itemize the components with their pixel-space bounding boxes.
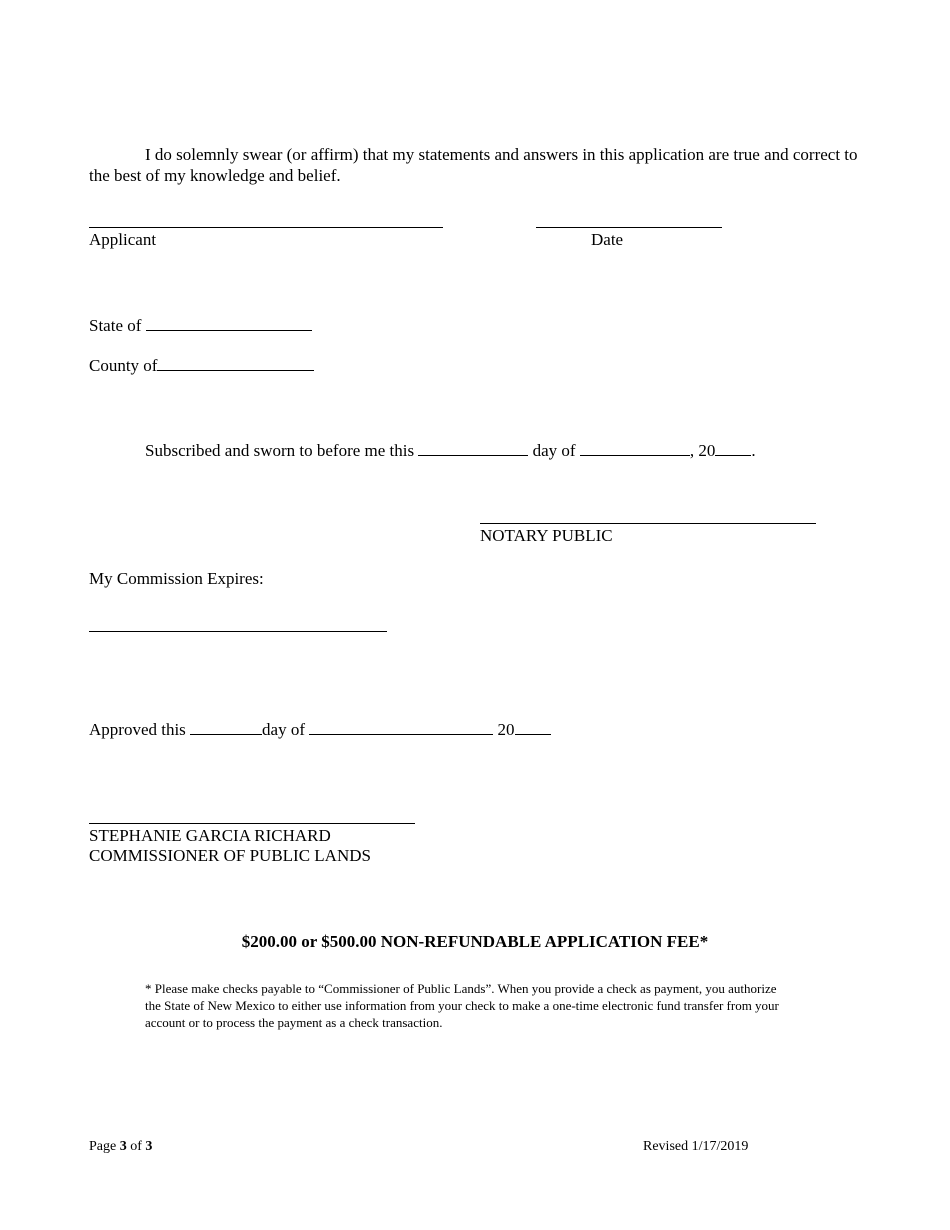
approval-statement bbox=[89, 719, 551, 740]
approval-prefix: Approved this bbox=[89, 720, 186, 739]
applicant-label: Applicant bbox=[89, 230, 157, 249]
sworn-day-of: day of bbox=[532, 441, 576, 460]
date-label: Date bbox=[591, 230, 624, 249]
state-label: State of bbox=[89, 316, 142, 335]
revised-date: Revised 1/17/2019 bbox=[643, 1139, 749, 1154]
fee-heading: $200.00 or $500.00 NON-REFUNDABLE APPLICATION FEE* bbox=[241, 932, 709, 951]
approval-month-blank[interactable] bbox=[309, 719, 493, 735]
applicant-signature-line[interactable] bbox=[89, 227, 443, 228]
sworn-day-blank[interactable] bbox=[418, 440, 528, 456]
sworn-prefix: Subscribed and sworn to before me this bbox=[145, 441, 415, 460]
page-prefix: Page bbox=[89, 1139, 120, 1154]
page-total: 3 bbox=[145, 1139, 153, 1154]
notary-label: NOTARY PUBLIC bbox=[480, 526, 613, 545]
notary-signature-line[interactable] bbox=[480, 523, 816, 524]
state-field bbox=[89, 315, 312, 336]
commissioner-name: STEPHANIE GARCIA RICHARD bbox=[89, 826, 331, 845]
commission-expires-line[interactable] bbox=[89, 631, 387, 632]
sworn-statement bbox=[145, 440, 756, 461]
county-label: County of bbox=[89, 356, 158, 375]
sworn-year-prefix: , 20 bbox=[689, 441, 716, 460]
state-blank[interactable] bbox=[146, 315, 312, 331]
sworn-end: . bbox=[751, 441, 756, 460]
fee-note: * Please make checks payable to “Commissioner of Public Lands”. When you provide a check as payment, you authorize the State of New Mexico to either use information from your check to make a one-time electronic fund transfer from your account or to process the payment as a check transaction. bbox=[145, 981, 779, 1030]
oath-statement: I do solemnly swear (or affirm) that my statements and answers in this application are true and correct to the best of my knowledge and belief. bbox=[89, 145, 858, 185]
county-field bbox=[89, 355, 314, 376]
commissioner-title: COMMISSIONER OF PUBLIC LANDS bbox=[89, 846, 371, 865]
page-number bbox=[89, 1137, 152, 1157]
page-current: 3 bbox=[119, 1139, 127, 1154]
sworn-year-blank[interactable] bbox=[715, 440, 751, 456]
commission-expires-label: My Commission Expires: bbox=[89, 569, 264, 588]
approval-day-blank[interactable] bbox=[190, 719, 262, 735]
approval-year-prefix: 20 bbox=[497, 720, 515, 739]
approval-year-blank[interactable] bbox=[515, 719, 551, 735]
sworn-month-blank[interactable] bbox=[580, 440, 690, 456]
date-signature-line[interactable] bbox=[536, 227, 722, 228]
commissioner-signature-line[interactable] bbox=[89, 823, 415, 824]
county-blank[interactable] bbox=[157, 355, 314, 371]
page-of: of bbox=[126, 1139, 146, 1154]
approval-day-of: day of bbox=[262, 720, 306, 739]
